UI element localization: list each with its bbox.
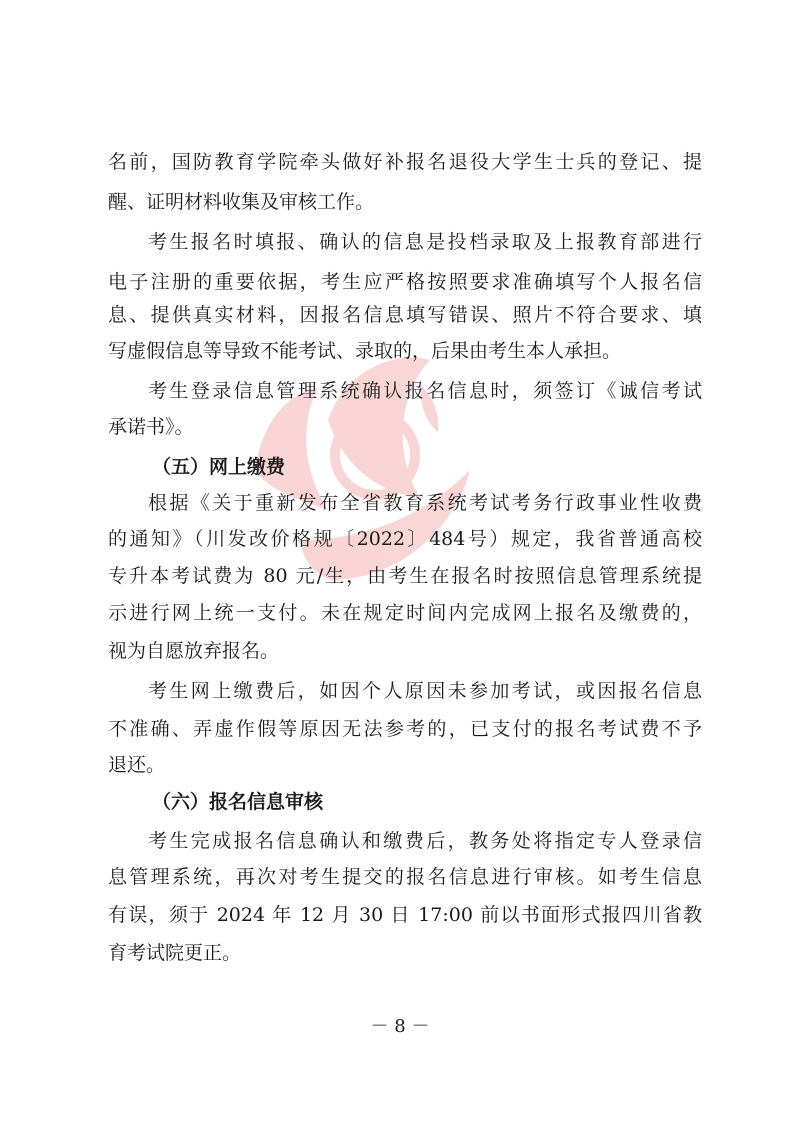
- paragraph-line: 息、提供真实材料，因报名信息填写错误、照片不符合要求、填: [108, 304, 702, 326]
- paragraph-line: 育考试院更正。: [108, 942, 242, 964]
- paragraph-line: 不准确、弄虚作假等原因无法参考的，已支付的报名考试费不予: [108, 718, 702, 740]
- paragraph-line: 考生登录信息管理系统确认报名信息时，须签订《诚信考试: [148, 380, 702, 402]
- paragraph-line: 示进行网上统一支付。未在规定时间内完成网上报名及缴费的，: [108, 602, 702, 624]
- paragraph-line: 醒、证明材料收集及审核工作。: [108, 191, 375, 213]
- paragraph-line: 有误，须于 2024 年 12 月 30 日 17:00 前以书面形式报四川省教: [108, 904, 702, 926]
- paragraph-line: 写虚假信息等导致不能考试、录取的，后果由考生本人承担。: [108, 340, 622, 362]
- paragraph-line: 考生完成报名信息确认和缴费后，教务处将指定专人登录信: [148, 830, 702, 852]
- paragraph-line: 考生报名时填报、确认的信息是投档录取及上报教育部进行: [148, 231, 702, 253]
- paragraph-line: 根据《关于重新发布全省教育系统考试考务行政事业性收费: [148, 492, 702, 514]
- paragraph-line: 视为自愿放弃报名。: [108, 640, 280, 662]
- paragraph-line: 电子注册的重要依据，考生应严格按照要求准确填写个人报名信: [108, 271, 702, 293]
- paragraph-line: 名前，国防教育学院牵头做好补报名退役大学生士兵的登记、提: [108, 151, 702, 173]
- page-number: － 8 －: [370, 1016, 430, 1037]
- section-heading-6: （六）报名信息审核: [152, 791, 324, 813]
- paragraph-line: 专升本考试费为 80 元/生，由考生在报名时按照信息管理系统提: [108, 565, 702, 587]
- paragraph-line: 考生网上缴费后，如因个人原因未参加考试，或因报名信息: [148, 680, 702, 702]
- paragraph-line: 承诺书》。: [108, 416, 194, 438]
- section-heading-5: （五）网上缴费: [152, 456, 286, 478]
- paragraph-line: 的通知》（川发改价格规〔2022〕484号）规定，我省普通高校: [108, 528, 702, 550]
- paragraph-line: 息管理系统，再次对考生提交的报名信息进行审核。如考生信息: [108, 866, 702, 888]
- paragraph-line: 退还。: [108, 754, 166, 776]
